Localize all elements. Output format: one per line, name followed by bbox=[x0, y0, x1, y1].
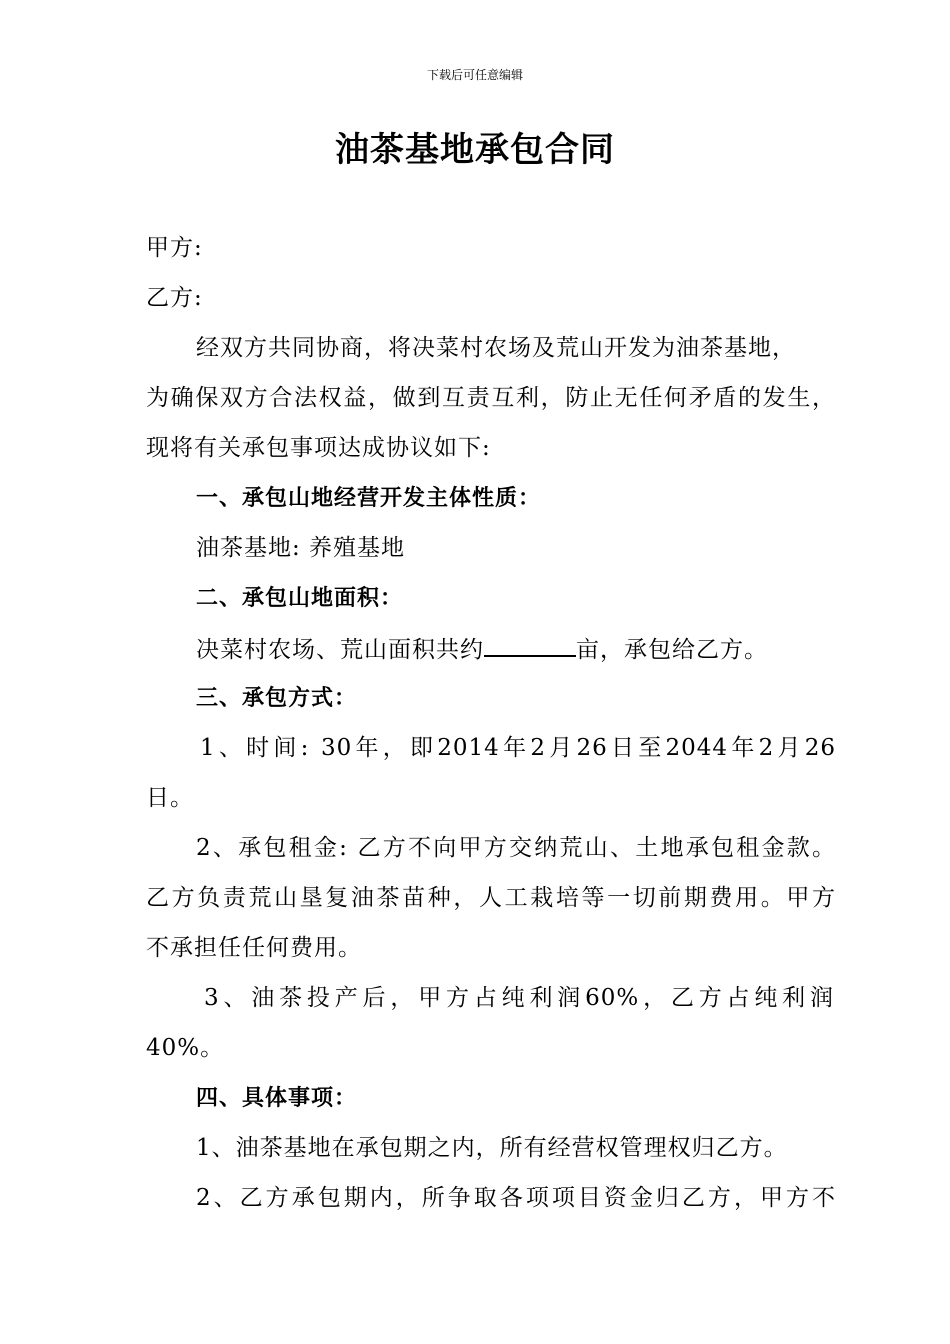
section-2-heading: 二、承包山地面积： bbox=[196, 586, 404, 611]
area-text-after: 亩，承包给乙方。 bbox=[576, 637, 768, 663]
section-3-item-3-line-2: 40%。 bbox=[146, 1035, 225, 1061]
area-blank-field bbox=[484, 633, 576, 657]
section-3-item-1-line-1: 1、时间: 30年，即2014年2月26日至2044年2月26 bbox=[200, 735, 836, 761]
document-title: 油茶基地承包合同 bbox=[335, 130, 615, 170]
section-3-item-2-line-1: 2、承包租金: 乙方不向甲方交纳荒山、土地承包租金款。 bbox=[196, 835, 836, 861]
section-3-item-2-line-3: 不承担任任何费用。 bbox=[146, 935, 362, 961]
section-3-item-2-line-2: 乙方负责荒山垦复油茶苗种，人工栽培等一切前期费用。甲方 bbox=[146, 885, 836, 911]
intro-line-1: 经双方共同协商，将决菜村农场及荒山开发为油茶基地， bbox=[196, 335, 796, 361]
intro-line-2: 为确保双方合法权益，做到互责互利，防止无任何矛盾的发生， bbox=[146, 385, 836, 411]
area-text-before: 决菜村农场、荒山面积共约 bbox=[196, 637, 484, 663]
section-4-item-2: 2、乙方承包期内，所争取各项项目资金归乙方，甲方不 bbox=[196, 1185, 836, 1211]
intro-line-3: 现将有关承包事项达成协议如下: bbox=[146, 435, 491, 461]
party-a-label: 甲方: bbox=[146, 235, 203, 261]
section-4-heading: 四、具体事项： bbox=[196, 1086, 358, 1111]
section-1-text: 油茶基地: 养殖基地 bbox=[196, 535, 406, 561]
section-4-item-1: 1、油茶基地在承包期之内，所有经营权管理权归乙方。 bbox=[196, 1135, 788, 1161]
section-2-text bbox=[196, 633, 836, 665]
header-note: 下载后可任意编辑 bbox=[426, 68, 523, 82]
section-3-item-3-line-1: 3、油茶投产后，甲方占纯利润60%，乙方占纯利润 bbox=[204, 985, 834, 1011]
section-3-heading: 三、承包方式： bbox=[196, 686, 358, 711]
section-3-item-1-line-2: 日。 bbox=[146, 785, 194, 811]
party-b-label: 乙方: bbox=[146, 285, 203, 311]
section-1-heading: 一、承包山地经营开发主体性质： bbox=[196, 486, 542, 511]
